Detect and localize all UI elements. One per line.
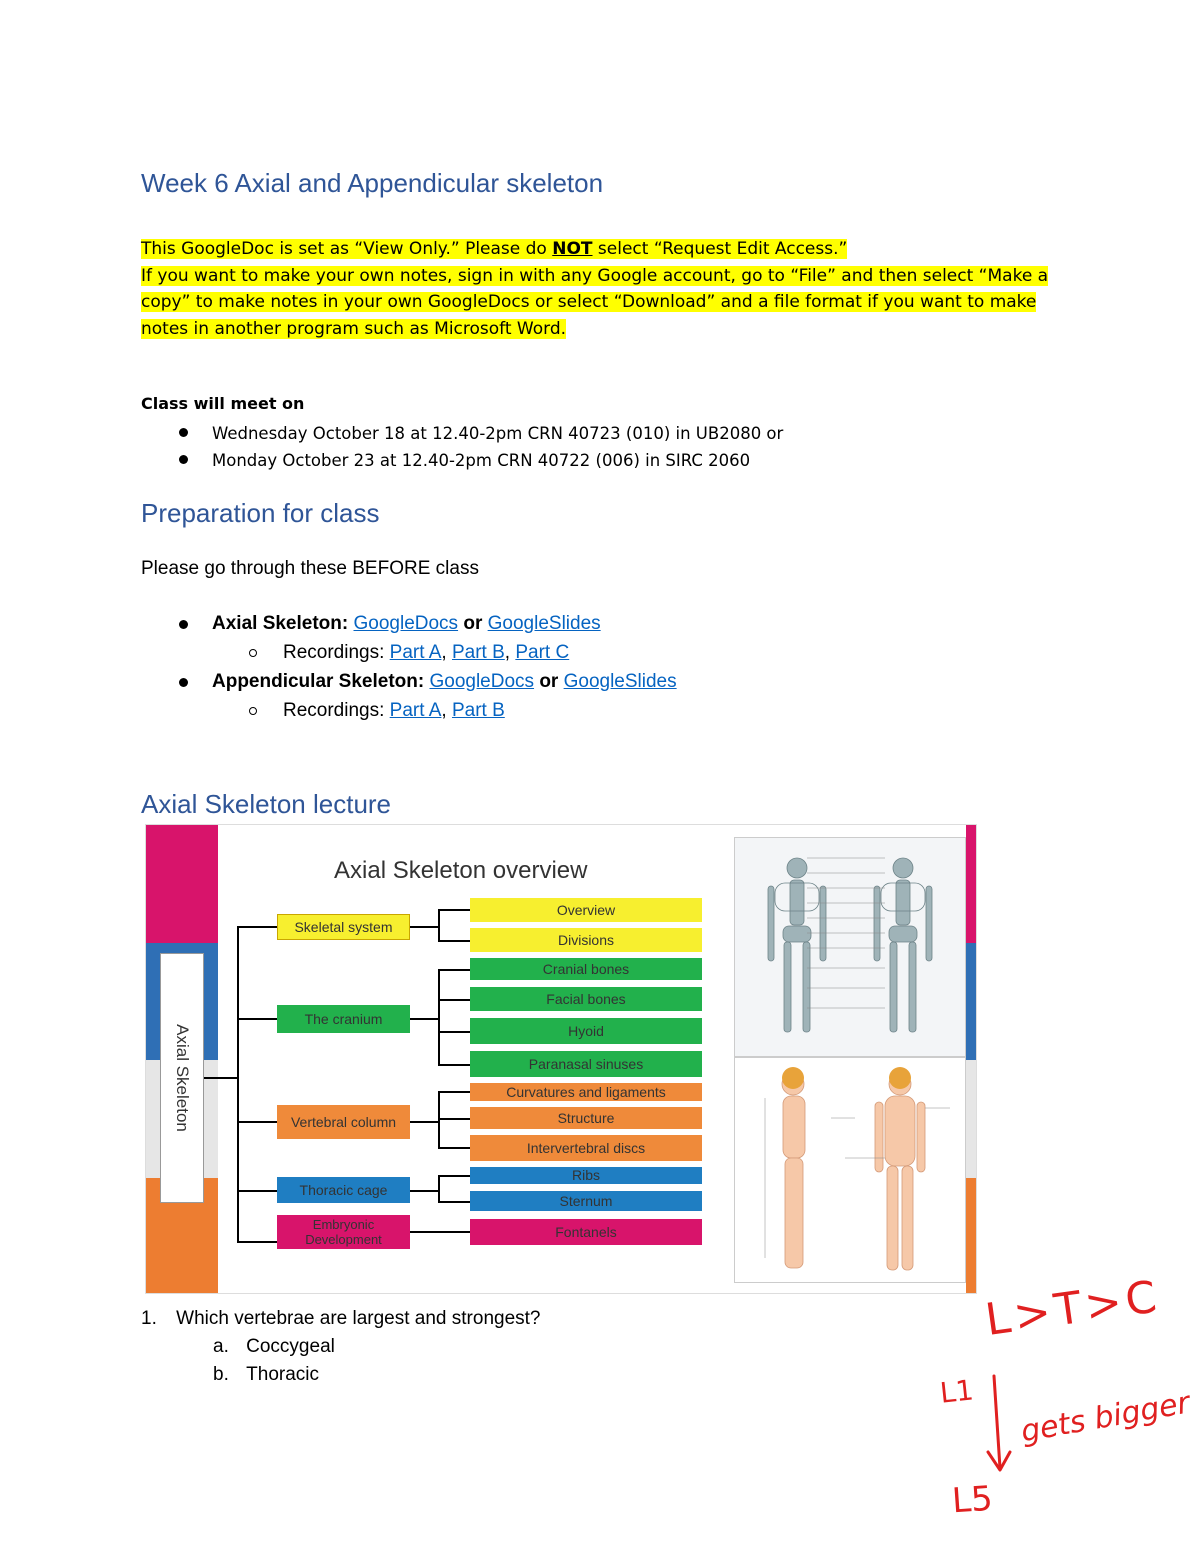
item-paranasal-sinuses: Paranasal sinuses bbox=[470, 1051, 702, 1077]
item-hyoid: Hyoid bbox=[470, 1018, 702, 1044]
view-only-notice bbox=[141, 236, 1061, 342]
item-cranial-bones: Cranial bones bbox=[470, 958, 702, 980]
list-item-axial-recordings: Recordings: Part A, Part B, Part C bbox=[283, 638, 677, 667]
group-skeletal-system: Skeletal system bbox=[277, 914, 410, 940]
item-sternum: Sternum bbox=[470, 1191, 702, 1211]
list-item: Wednesday October 18 at 12.40-2pm CRN 40723 (010) in UB2080 or bbox=[212, 420, 783, 447]
down-arrow-icon bbox=[980, 1372, 1020, 1482]
handwritten-l1: L1 bbox=[938, 1373, 976, 1410]
preparation-heading: Preparation for class bbox=[141, 498, 380, 528]
notice-line1: This GoogleDoc is set as “View Only.” Please do NOT select “Request Edit Access.” bbox=[141, 239, 848, 259]
notice-line2: If you want to make your own notes, sign in with any Google account, go to “File” and then select “Make a copy” to make notes in your own GoogleDocs or select “Download” and a file format if you want to make notes in another program such as Microsoft Word. bbox=[141, 265, 1049, 339]
bullet-ring-icon bbox=[249, 649, 257, 657]
connector bbox=[237, 1121, 277, 1123]
axial-googledocs-link[interactable]: GoogleDocs bbox=[353, 613, 459, 634]
strip-magenta bbox=[146, 825, 218, 943]
body-illustration bbox=[735, 1058, 965, 1282]
bullet-ring-icon bbox=[249, 707, 257, 715]
connector bbox=[438, 1175, 470, 1177]
list-item-axial: Axial Skeleton: GoogleDocs or GoogleSlides bbox=[212, 609, 677, 638]
appendicular-googledocs-link[interactable]: GoogleDocs bbox=[429, 671, 535, 692]
connector bbox=[438, 999, 470, 1001]
item-overview: Overview bbox=[470, 898, 702, 922]
skeleton-illustration bbox=[735, 838, 965, 1056]
handwritten-l5: L5 bbox=[950, 1478, 994, 1522]
list-item-appendicular: Appendicular Skeleton: GoogleDocs or GoogleSlides bbox=[212, 667, 677, 696]
axial-part-c-link[interactable]: Part C bbox=[515, 642, 570, 663]
skeleton-figure bbox=[734, 837, 966, 1057]
handwritten-order: L>T>C bbox=[982, 1271, 1164, 1346]
connector bbox=[204, 1077, 238, 1079]
group-embryonic: Embryonic Development bbox=[277, 1215, 410, 1249]
item-fontanels: Fontanels bbox=[470, 1219, 702, 1245]
strip-right-grey bbox=[966, 1060, 977, 1178]
connector bbox=[410, 1231, 470, 1233]
connector bbox=[438, 1175, 440, 1202]
connector bbox=[410, 926, 438, 928]
connector bbox=[438, 969, 440, 1065]
connector bbox=[410, 1018, 438, 1020]
connector bbox=[438, 1118, 470, 1120]
strip-right-blue bbox=[966, 943, 977, 1060]
bullet-icon bbox=[179, 428, 188, 437]
group-thoracic: Thoracic cage bbox=[277, 1177, 410, 1203]
axial-part-b-link[interactable]: Part B bbox=[451, 642, 505, 663]
preparation-list bbox=[212, 609, 677, 725]
appendicular-part-b-link[interactable]: Part B bbox=[451, 700, 505, 721]
item-structure: Structure bbox=[470, 1107, 702, 1129]
option-b: b. Thoracic bbox=[213, 1364, 319, 1385]
connector bbox=[438, 969, 470, 971]
bullet-icon bbox=[179, 678, 188, 687]
list-item-appendicular-recordings: Recordings: Part A, Part B bbox=[283, 696, 677, 725]
connector bbox=[410, 1190, 438, 1192]
bullet-icon bbox=[179, 455, 188, 464]
side-label-box: Axial Skeleton bbox=[160, 953, 204, 1203]
group-vertebral: Vertebral column bbox=[277, 1105, 410, 1139]
connector bbox=[438, 909, 440, 941]
connector bbox=[438, 1031, 470, 1033]
option-a: a. Coccygeal bbox=[213, 1336, 335, 1357]
notice-not: NOT bbox=[552, 239, 593, 259]
connector bbox=[237, 926, 277, 928]
appendicular-googleslides-link[interactable]: GoogleSlides bbox=[563, 671, 677, 692]
connector bbox=[237, 1018, 277, 1020]
list-item: Monday October 23 at 12.40-2pm CRN 40722 (006) in SIRC 2060 bbox=[212, 447, 783, 474]
connector bbox=[410, 1121, 438, 1123]
slide-title: Axial Skeleton overview bbox=[334, 857, 588, 884]
class-meet-label: Class will meet on bbox=[141, 394, 305, 413]
axial-part-a-link[interactable]: Part A bbox=[389, 642, 442, 663]
connector bbox=[237, 1190, 277, 1192]
strip-right-orange bbox=[966, 1178, 977, 1294]
item-divisions: Divisions bbox=[470, 928, 702, 952]
group-cranium: The cranium bbox=[277, 1005, 410, 1033]
bullet-icon bbox=[179, 620, 188, 629]
handwritten-note: gets bigger bbox=[1018, 1385, 1193, 1450]
question-1: 1. Which vertebrae are largest and strongest? bbox=[141, 1308, 541, 1329]
connector bbox=[237, 1241, 277, 1243]
question-block bbox=[141, 1305, 541, 1389]
item-ribs: Ribs bbox=[470, 1167, 702, 1184]
connector bbox=[438, 1147, 470, 1149]
item-intervertebral-discs: Intervertebral discs bbox=[470, 1135, 702, 1161]
connector bbox=[438, 1201, 470, 1203]
strip-right-magenta bbox=[966, 825, 977, 943]
axial-googleslides-link[interactable]: GoogleSlides bbox=[487, 613, 601, 634]
class-meet-list bbox=[212, 420, 783, 474]
appendicular-part-a-link[interactable]: Part A bbox=[389, 700, 442, 721]
preparation-intro: Please go through these BEFORE class bbox=[141, 558, 479, 579]
lecture-heading: Axial Skeleton lecture bbox=[141, 789, 392, 819]
item-curvatures: Curvatures and ligaments bbox=[470, 1083, 702, 1101]
connector bbox=[438, 940, 470, 942]
connector bbox=[438, 1064, 470, 1066]
item-facial-bones: Facial bones bbox=[470, 987, 702, 1011]
connector bbox=[438, 1091, 470, 1093]
connector bbox=[438, 909, 470, 911]
connector bbox=[237, 926, 239, 1242]
body-figure bbox=[734, 1057, 966, 1283]
page-title: Week 6 Axial and Appendicular skeleton bbox=[141, 168, 604, 198]
lecture-slide-image bbox=[145, 824, 977, 1294]
